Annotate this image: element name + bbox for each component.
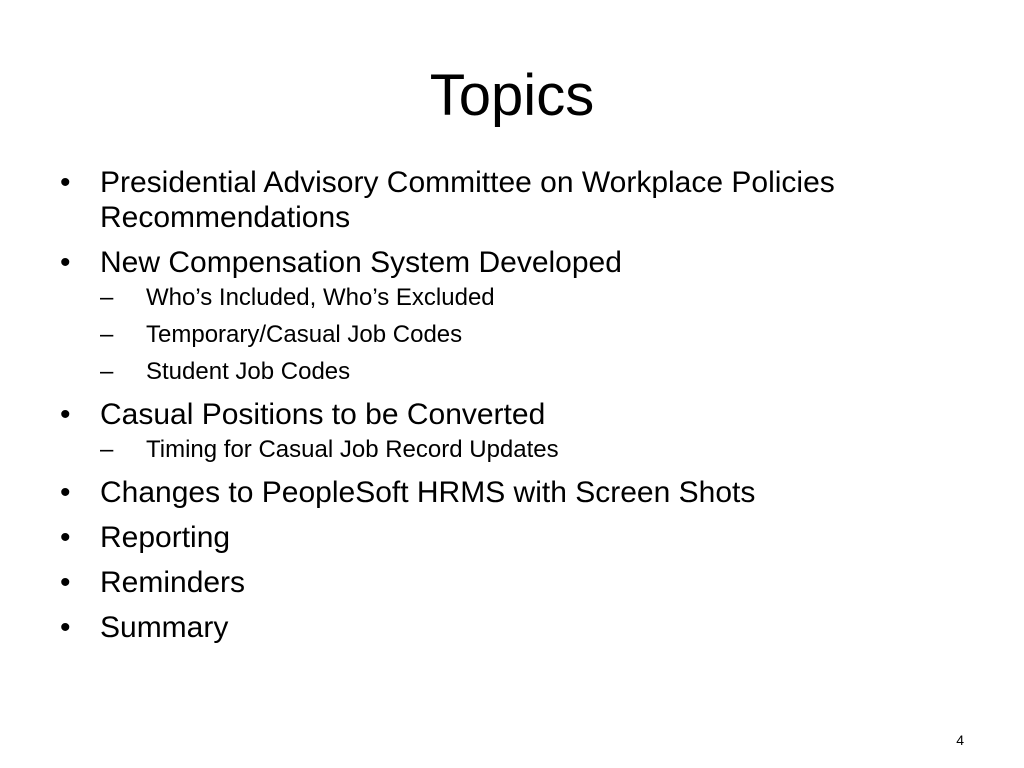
sub-bullet-marker: – [100, 358, 114, 385]
sub-bullet-item [100, 357, 980, 387]
bullet-marker: • [60, 521, 71, 554]
page-number: 4 [956, 732, 964, 748]
bullet-item [60, 520, 980, 555]
bullet-text: Reporting [100, 521, 231, 554]
bullet-item [60, 397, 980, 465]
bullet-text: Reminders [100, 566, 246, 599]
bullet-text: Summary [100, 611, 229, 644]
slide-title: Topics [429, 63, 595, 128]
bullet-text: Presidential Advisory Committee on Workplace Policies Recommendations [100, 166, 835, 234]
sub-bullet-text: Student Job Codes [146, 358, 351, 385]
bullet-item [60, 165, 980, 235]
bullet-marker: • [60, 566, 71, 599]
bullet-marker: • [60, 476, 71, 509]
bullet-marker: • [60, 166, 71, 199]
bullet-item [60, 475, 980, 510]
sub-bullet-item [100, 435, 980, 465]
bullet-text: Casual Positions to be Converted [100, 398, 546, 431]
sub-bullet-marker: – [100, 436, 114, 463]
bullet-marker: • [60, 398, 71, 431]
bullet-list [60, 165, 980, 655]
sub-bullet-list [100, 435, 980, 465]
sub-bullet-text: Timing for Casual Job Record Updates [146, 436, 559, 463]
bullet-item [60, 610, 980, 645]
sub-bullet-marker: – [100, 284, 114, 311]
sub-bullet-marker: – [100, 321, 114, 348]
bullet-text: New Compensation System Developed [100, 246, 622, 279]
sub-bullet-item [100, 283, 980, 313]
bullet-text: Changes to PeopleSoft HRMS with Screen Shots [100, 476, 756, 509]
bullet-marker: • [60, 246, 71, 279]
bullet-item [60, 565, 980, 600]
sub-bullet-text: Who’s Included, Who’s Excluded [146, 284, 495, 311]
bullet-marker: • [60, 611, 71, 644]
bullet-item [60, 245, 980, 387]
sub-bullet-text: Temporary/Casual Job Codes [146, 321, 463, 348]
sub-bullet-item [100, 320, 980, 350]
sub-bullet-list [100, 283, 980, 387]
